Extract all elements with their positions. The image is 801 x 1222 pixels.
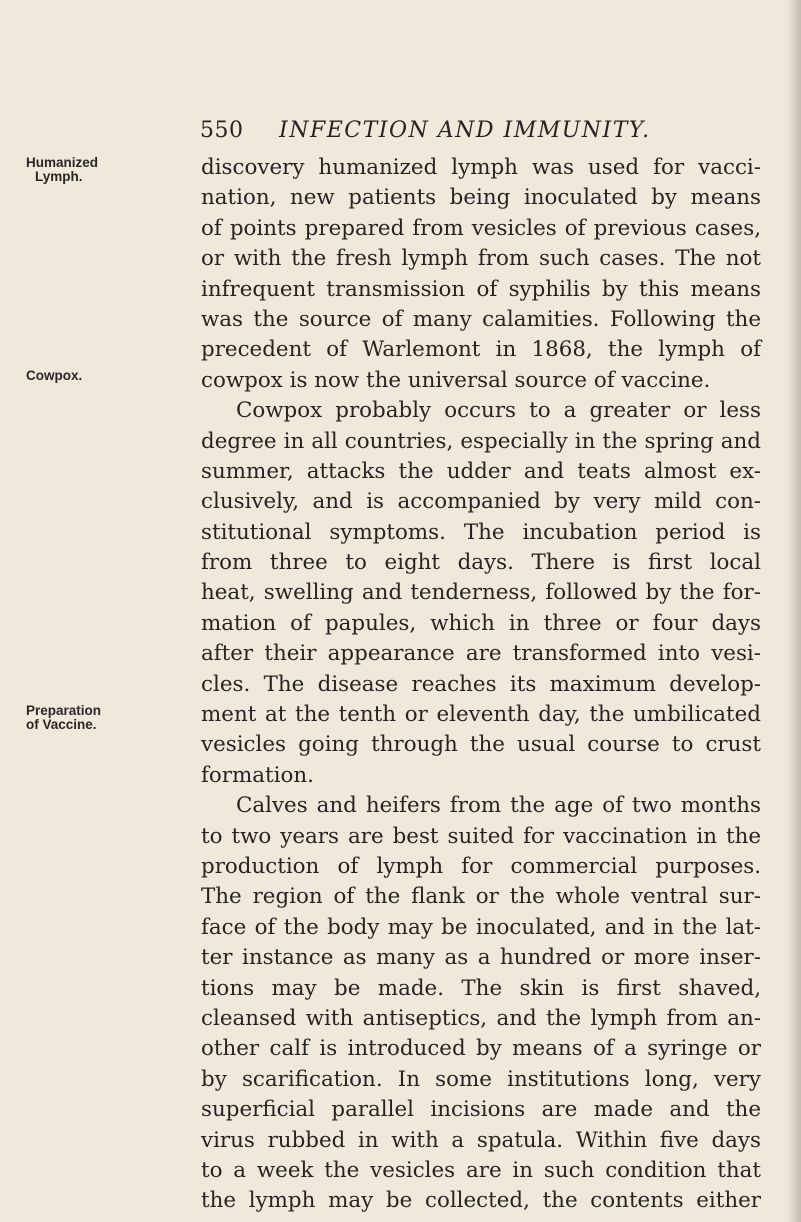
body-text [201,153,761,1217]
text-line: was the source of many calamities. Following the [201,306,761,332]
sidenote-line: Humanized [26,155,99,170]
text-line: discovery humanized lymph was used for vacci- [201,155,761,180]
text-line: formation. [201,762,314,788]
sidenote-line: Cowpox. [26,368,83,383]
sidenote-humanized-lymph [26,156,166,184]
text-line: nation, new patients being inoculated by means [201,185,761,211]
text-line: other calf is introduced by means of a syringe or [201,1036,761,1062]
text-line: precedent of Warlemont in 1868, the lymph of [201,337,761,363]
text-line: Calves and heifers from the age of two months [236,793,761,819]
sidenote-line: of Vaccine. [26,717,97,732]
text-line: to two years are best suited for vaccination in the [201,823,761,849]
text-line: cleansed with antiseptics, and the lymph from an- [201,1005,761,1031]
page-number: 550 [200,118,244,143]
text-line: face of the body may be inoculated, and in the lat- [201,914,761,940]
text-line: degree in all countries, especially in the spring and [201,428,761,454]
text-line: heat, swelling and tenderness, followed by the for- [201,580,761,606]
text-line: infrequent transmission of syphilis by this means [201,276,761,302]
text-line: by scarification. In some institutions long, very [201,1066,761,1092]
sidenote-line: Lymph. [35,169,83,184]
page-edge-shadow [787,0,801,1222]
text-line: ter instance as many as a hundred or more inser- [201,945,761,971]
sidenote-line: Preparation [26,703,102,718]
text-line: The region of the flank or the whole ventral sur- [201,884,761,910]
running-title: INFECTION AND IMMUNITY. [279,118,651,143]
text-line: vesicles going through the usual course to crust [201,732,761,758]
text-line: from three to eight days. There is first local [201,550,761,576]
text-line: summer, attacks the udder and teats almost ex- [201,458,761,484]
text-line: production of lymph for commercial purposes. [201,853,761,879]
text-line: of points prepared from vesicles of previous cases, [201,215,761,241]
text-line: stitutional symptoms. The incubation period is [201,519,761,545]
text-line: the lymph may be collected, the contents either [201,1188,761,1214]
text-line: ment at the tenth or eleventh day, the umbilicated [201,702,761,728]
sidenote-preparation-of-vaccine [26,704,166,732]
text-line: to a week the vesicles are in such condition that [201,1157,761,1183]
sidenote-cowpox [26,369,166,383]
text-line: superficial parallel incisions are made and the [201,1097,761,1123]
text-line: or with the fresh lymph from such cases. The not [201,246,761,272]
running-head [200,118,760,143]
text-line: after their appearance are transformed into vesi- [201,641,761,667]
text-line: cles. The disease reaches its maximum develop- [201,671,761,697]
text-line: tions may be made. The skin is first shaved, [201,975,761,1001]
text-line: clusively, and is accompanied by very mild con- [201,489,761,515]
text-line: mation of papules, which in three or four days [201,610,761,636]
text-line: virus rubbed in with a spatula. Within five days [201,1127,761,1153]
text-line: Cowpox probably occurs to a greater or less [236,398,761,424]
text-line: cowpox is now the universal source of vaccine. [201,367,711,393]
